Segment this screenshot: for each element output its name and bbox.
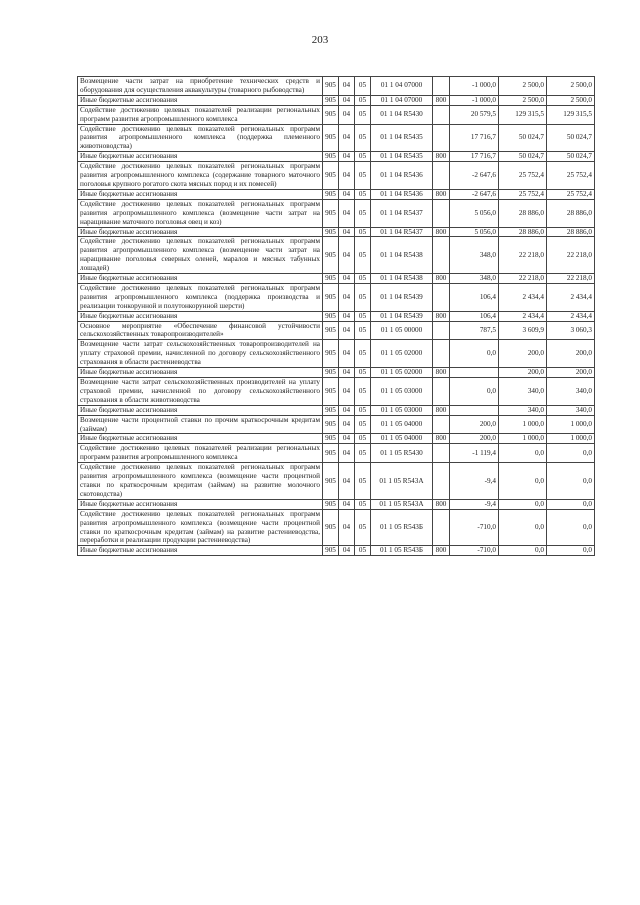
expense-type-code bbox=[433, 415, 450, 434]
row-name: Содействие достижению целевых показателей региональных программ развития агропромышленного комплекса (поддержка племенного животноводства) bbox=[78, 124, 323, 152]
amount-change: -1 000,0 bbox=[450, 77, 499, 96]
section-code: 04 bbox=[339, 237, 355, 274]
expense-type-code: 800 bbox=[433, 546, 450, 556]
expense-type-code bbox=[433, 509, 450, 546]
section-code: 04 bbox=[339, 189, 355, 199]
section-code: 04 bbox=[339, 444, 355, 463]
section-code: 04 bbox=[339, 405, 355, 415]
grbs-code: 905 bbox=[323, 434, 339, 444]
target-article-code: 01 1 04 R5439 bbox=[371, 283, 433, 311]
amount-year-2: 2 434,4 bbox=[547, 283, 595, 311]
section-code: 04 bbox=[339, 378, 355, 406]
amount-year-1: 25 752,4 bbox=[499, 189, 547, 199]
section-code: 04 bbox=[339, 463, 355, 500]
expense-type-code bbox=[433, 124, 450, 152]
grbs-code: 905 bbox=[323, 415, 339, 434]
amount-year-1: 340,0 bbox=[499, 378, 547, 406]
amount-year-2: 2 434,4 bbox=[547, 311, 595, 321]
grbs-code: 905 bbox=[323, 227, 339, 237]
target-article-code: 01 1 05 04000 bbox=[371, 434, 433, 444]
table-row bbox=[78, 105, 595, 124]
target-article-code: 01 1 05 02000 bbox=[371, 340, 433, 368]
row-name: Содействие достижению целевых показателей региональных программ развития агропромышленного комплекса (возмещение части затрат на наращивание поголовья северных оленей, маралов и мясных табунных лошадей) bbox=[78, 237, 323, 274]
table-row bbox=[78, 77, 595, 96]
expense-type-code: 800 bbox=[433, 227, 450, 237]
table-row bbox=[78, 321, 595, 340]
amount-year-2: 0,0 bbox=[547, 463, 595, 500]
expense-type-code: 800 bbox=[433, 152, 450, 162]
amount-year-1: 50 024,7 bbox=[499, 124, 547, 152]
subsection-code: 05 bbox=[355, 405, 371, 415]
section-code: 04 bbox=[339, 162, 355, 190]
section-code: 04 bbox=[339, 509, 355, 546]
table-row bbox=[78, 499, 595, 509]
amount-year-1: 3 609,9 bbox=[499, 321, 547, 340]
expense-type-code bbox=[433, 340, 450, 368]
section-code: 04 bbox=[339, 368, 355, 378]
expense-type-code: 800 bbox=[433, 95, 450, 105]
subsection-code: 05 bbox=[355, 95, 371, 105]
amount-year-2: 0,0 bbox=[547, 444, 595, 463]
subsection-code: 05 bbox=[355, 340, 371, 368]
table-row bbox=[78, 274, 595, 284]
grbs-code: 905 bbox=[323, 105, 339, 124]
grbs-code: 905 bbox=[323, 368, 339, 378]
grbs-code: 905 bbox=[323, 499, 339, 509]
subsection-code: 05 bbox=[355, 368, 371, 378]
amount-year-2: 129 315,5 bbox=[547, 105, 595, 124]
grbs-code: 905 bbox=[323, 509, 339, 546]
target-article-code: 01 1 04 R5439 bbox=[371, 311, 433, 321]
subsection-code: 05 bbox=[355, 499, 371, 509]
expense-type-code: 800 bbox=[433, 274, 450, 284]
amount-change: 5 056,0 bbox=[450, 227, 499, 237]
amount-year-1: 28 886,0 bbox=[499, 227, 547, 237]
row-name: Иные бюджетные ассигнования bbox=[78, 227, 323, 237]
grbs-code: 905 bbox=[323, 199, 339, 227]
amount-year-2: 200,0 bbox=[547, 368, 595, 378]
expense-type-code bbox=[433, 283, 450, 311]
amount-year-1: 2 500,0 bbox=[499, 77, 547, 96]
section-code: 04 bbox=[339, 77, 355, 96]
subsection-code: 05 bbox=[355, 546, 371, 556]
amount-change: 20 579,5 bbox=[450, 105, 499, 124]
subsection-code: 05 bbox=[355, 227, 371, 237]
amount-year-2: 200,0 bbox=[547, 340, 595, 368]
table-row bbox=[78, 162, 595, 190]
amount-year-2: 0,0 bbox=[547, 509, 595, 546]
table-row bbox=[78, 199, 595, 227]
amount-year-1: 25 752,4 bbox=[499, 162, 547, 190]
target-article-code: 01 1 04 07000 bbox=[371, 95, 433, 105]
expense-type-code: 800 bbox=[433, 368, 450, 378]
amount-year-1: 0,0 bbox=[499, 509, 547, 546]
subsection-code: 05 bbox=[355, 509, 371, 546]
amount-change: -2 647,6 bbox=[450, 162, 499, 190]
target-article-code: 01 1 04 R5435 bbox=[371, 152, 433, 162]
table-row bbox=[78, 546, 595, 556]
amount-change: 106,4 bbox=[450, 311, 499, 321]
amount-year-1: 200,0 bbox=[499, 368, 547, 378]
table-row bbox=[78, 368, 595, 378]
row-name: Иные бюджетные ассигнования bbox=[78, 546, 323, 556]
section-code: 04 bbox=[339, 95, 355, 105]
amount-year-1: 0,0 bbox=[499, 444, 547, 463]
amount-year-2: 340,0 bbox=[547, 378, 595, 406]
budget-table bbox=[77, 76, 595, 556]
amount-year-2: 340,0 bbox=[547, 405, 595, 415]
section-code: 04 bbox=[339, 227, 355, 237]
section-code: 04 bbox=[339, 546, 355, 556]
expense-type-code bbox=[433, 378, 450, 406]
section-code: 04 bbox=[339, 415, 355, 434]
target-article-code: 01 1 05 04000 bbox=[371, 415, 433, 434]
amount-change: -1 119,4 bbox=[450, 444, 499, 463]
grbs-code: 905 bbox=[323, 378, 339, 406]
grbs-code: 905 bbox=[323, 546, 339, 556]
target-article-code: 01 1 05 R543А bbox=[371, 463, 433, 500]
grbs-code: 905 bbox=[323, 237, 339, 274]
table-row bbox=[78, 311, 595, 321]
expense-type-code bbox=[433, 199, 450, 227]
subsection-code: 05 bbox=[355, 189, 371, 199]
row-name: Основное мероприятие «Обеспечение финансовой устойчивости сельскохозяйственных товаропроизводителей» bbox=[78, 321, 323, 340]
grbs-code: 905 bbox=[323, 283, 339, 311]
subsection-code: 05 bbox=[355, 274, 371, 284]
row-name: Содействие достижению целевых показателей региональных программ развития агропромышленного комплекса (поддержка производства и реализации тонкорунной и полутонкорунной шерсти) bbox=[78, 283, 323, 311]
amount-year-2: 2 500,0 bbox=[547, 77, 595, 96]
target-article-code: 01 1 05 R543Б bbox=[371, 509, 433, 546]
grbs-code: 905 bbox=[323, 444, 339, 463]
subsection-code: 05 bbox=[355, 283, 371, 311]
table-row bbox=[78, 444, 595, 463]
row-name: Возмещение части процентной ставки по прочим краткосрочным кредитам (займам) bbox=[78, 415, 323, 434]
amount-change: 17 716,7 bbox=[450, 124, 499, 152]
table-row bbox=[78, 378, 595, 406]
grbs-code: 905 bbox=[323, 274, 339, 284]
grbs-code: 905 bbox=[323, 124, 339, 152]
amount-year-2: 28 886,0 bbox=[547, 199, 595, 227]
section-code: 04 bbox=[339, 340, 355, 368]
table-row bbox=[78, 283, 595, 311]
section-code: 04 bbox=[339, 311, 355, 321]
amount-year-2: 50 024,7 bbox=[547, 124, 595, 152]
subsection-code: 05 bbox=[355, 237, 371, 274]
amount-change bbox=[450, 368, 499, 378]
amount-year-1: 22 218,0 bbox=[499, 237, 547, 274]
amount-change: -9,4 bbox=[450, 499, 499, 509]
expense-type-code bbox=[433, 463, 450, 500]
target-article-code: 01 1 05 03000 bbox=[371, 405, 433, 415]
row-name: Иные бюджетные ассигнования bbox=[78, 152, 323, 162]
amount-change: 200,0 bbox=[450, 434, 499, 444]
page-number: 203 bbox=[311, 34, 329, 46]
target-article-code: 01 1 05 02000 bbox=[371, 368, 433, 378]
amount-change: -2 647,6 bbox=[450, 189, 499, 199]
grbs-code: 905 bbox=[323, 340, 339, 368]
amount-year-2: 28 886,0 bbox=[547, 227, 595, 237]
grbs-code: 905 bbox=[323, 321, 339, 340]
target-article-code: 01 1 04 R5430 bbox=[371, 105, 433, 124]
amount-year-2: 22 218,0 bbox=[547, 274, 595, 284]
target-article-code: 01 1 05 R5430 bbox=[371, 444, 433, 463]
amount-year-1: 0,0 bbox=[499, 499, 547, 509]
expense-type-code: 800 bbox=[433, 499, 450, 509]
table-row bbox=[78, 340, 595, 368]
amount-change: 787,5 bbox=[450, 321, 499, 340]
section-code: 04 bbox=[339, 199, 355, 227]
expense-type-code: 800 bbox=[433, 311, 450, 321]
subsection-code: 05 bbox=[355, 77, 371, 96]
table-row bbox=[78, 95, 595, 105]
row-name: Возмещение части затрат сельскохозяйственных производителей на уплату страховой премии, начисленной по договору сельскохозяйственного страхования в области животноводства bbox=[78, 378, 323, 406]
amount-year-2: 25 752,4 bbox=[547, 189, 595, 199]
expense-type-code bbox=[433, 77, 450, 96]
row-name: Содействие достижению целевых показателей региональных программ развития агропромышленного комплекса (содержание товарного маточного поголовья крупного рогатого скота мясных пород и их помесей) bbox=[78, 162, 323, 190]
grbs-code: 905 bbox=[323, 463, 339, 500]
target-article-code: 01 1 04 R5436 bbox=[371, 162, 433, 190]
row-name: Иные бюджетные ассигнования bbox=[78, 95, 323, 105]
table-row bbox=[78, 415, 595, 434]
amount-year-1: 200,0 bbox=[499, 340, 547, 368]
section-code: 04 bbox=[339, 283, 355, 311]
table-row bbox=[78, 124, 595, 152]
amount-year-1: 2 434,4 bbox=[499, 311, 547, 321]
subsection-code: 05 bbox=[355, 463, 371, 500]
amount-change: -710,0 bbox=[450, 509, 499, 546]
amount-change: -1 000,0 bbox=[450, 95, 499, 105]
section-code: 04 bbox=[339, 124, 355, 152]
grbs-code: 905 bbox=[323, 311, 339, 321]
row-name: Возмещение части затрат сельскохозяйственных товаропроизводителей на уплату страховой премии, начисленной по договору сельскохозяйственного страхования в области растениеводства bbox=[78, 340, 323, 368]
expense-type-code: 800 bbox=[433, 405, 450, 415]
row-name: Содействие достижению целевых показателей региональных программ развития агропромышленного комплекса (возмещение части затрат на наращивание маточного поголовья овец и коз) bbox=[78, 199, 323, 227]
target-article-code: 01 1 04 R5436 bbox=[371, 189, 433, 199]
amount-year-1: 0,0 bbox=[499, 463, 547, 500]
row-name: Содействие достижению целевых показателей реализации региональных программ развития агропромышленного комплекса bbox=[78, 444, 323, 463]
expense-type-code bbox=[433, 444, 450, 463]
table-row bbox=[78, 434, 595, 444]
amount-year-2: 1 000,0 bbox=[547, 434, 595, 444]
target-article-code: 01 1 04 R5437 bbox=[371, 227, 433, 237]
table-row bbox=[78, 152, 595, 162]
subsection-code: 05 bbox=[355, 321, 371, 340]
subsection-code: 05 bbox=[355, 124, 371, 152]
target-article-code: 01 1 04 R5435 bbox=[371, 124, 433, 152]
amount-change: 0,0 bbox=[450, 340, 499, 368]
row-name: Иные бюджетные ассигнования bbox=[78, 499, 323, 509]
row-name: Иные бюджетные ассигнования bbox=[78, 405, 323, 415]
subsection-code: 05 bbox=[355, 162, 371, 190]
grbs-code: 905 bbox=[323, 152, 339, 162]
subsection-code: 05 bbox=[355, 105, 371, 124]
target-article-code: 01 1 05 00000 bbox=[371, 321, 433, 340]
grbs-code: 905 bbox=[323, 95, 339, 105]
amount-change: -9,4 bbox=[450, 463, 499, 500]
subsection-code: 05 bbox=[355, 434, 371, 444]
amount-change: 5 056,0 bbox=[450, 199, 499, 227]
target-article-code: 01 1 04 R5438 bbox=[371, 237, 433, 274]
amount-change bbox=[450, 405, 499, 415]
section-code: 04 bbox=[339, 321, 355, 340]
table-row bbox=[78, 189, 595, 199]
amount-year-2: 0,0 bbox=[547, 499, 595, 509]
amount-year-1: 22 218,0 bbox=[499, 274, 547, 284]
amount-change: 0,0 bbox=[450, 378, 499, 406]
amount-year-2: 25 752,4 bbox=[547, 162, 595, 190]
amount-year-2: 2 500,0 bbox=[547, 95, 595, 105]
subsection-code: 05 bbox=[355, 152, 371, 162]
subsection-code: 05 bbox=[355, 199, 371, 227]
section-code: 04 bbox=[339, 152, 355, 162]
expense-type-code bbox=[433, 162, 450, 190]
target-article-code: 01 1 05 R543А bbox=[371, 499, 433, 509]
amount-year-2: 1 000,0 bbox=[547, 415, 595, 434]
subsection-code: 05 bbox=[355, 415, 371, 434]
amount-year-1: 2 500,0 bbox=[499, 95, 547, 105]
expense-type-code bbox=[433, 105, 450, 124]
row-name: Иные бюджетные ассигнования bbox=[78, 274, 323, 284]
row-name: Иные бюджетные ассигнования bbox=[78, 311, 323, 321]
amount-year-2: 0,0 bbox=[547, 546, 595, 556]
amount-change: 200,0 bbox=[450, 415, 499, 434]
amount-change: 106,4 bbox=[450, 283, 499, 311]
target-article-code: 01 1 04 07000 bbox=[371, 77, 433, 96]
table-row bbox=[78, 463, 595, 500]
subsection-code: 05 bbox=[355, 311, 371, 321]
amount-year-1: 28 886,0 bbox=[499, 199, 547, 227]
amount-change: 348,0 bbox=[450, 274, 499, 284]
amount-year-2: 50 024,7 bbox=[547, 152, 595, 162]
amount-change: 17 716,7 bbox=[450, 152, 499, 162]
amount-year-1: 1 000,0 bbox=[499, 434, 547, 444]
row-name: Содействие достижению целевых показателей региональных программ развития агропромышленного комплекса (возмещение части процентной ставки по краткосрочным кредитам (займам) на развитие молочного скотоводства) bbox=[78, 463, 323, 500]
amount-year-1: 2 434,4 bbox=[499, 283, 547, 311]
grbs-code: 905 bbox=[323, 405, 339, 415]
amount-year-1: 1 000,0 bbox=[499, 415, 547, 434]
amount-year-1: 340,0 bbox=[499, 405, 547, 415]
expense-type-code: 800 bbox=[433, 189, 450, 199]
amount-year-1: 129 315,5 bbox=[499, 105, 547, 124]
table-row bbox=[78, 509, 595, 546]
subsection-code: 05 bbox=[355, 378, 371, 406]
target-article-code: 01 1 04 R5438 bbox=[371, 274, 433, 284]
row-name: Содействие достижению целевых показателей реализации региональных программ развития агропромышленного комплекса bbox=[78, 105, 323, 124]
amount-year-2: 22 218,0 bbox=[547, 237, 595, 274]
grbs-code: 905 bbox=[323, 77, 339, 96]
amount-change: -710,0 bbox=[450, 546, 499, 556]
table-row bbox=[78, 405, 595, 415]
section-code: 04 bbox=[339, 499, 355, 509]
grbs-code: 905 bbox=[323, 189, 339, 199]
expense-type-code bbox=[433, 321, 450, 340]
row-name: Иные бюджетные ассигнования bbox=[78, 434, 323, 444]
table-row bbox=[78, 237, 595, 274]
section-code: 04 bbox=[339, 434, 355, 444]
target-article-code: 01 1 05 03000 bbox=[371, 378, 433, 406]
expense-type-code: 800 bbox=[433, 434, 450, 444]
grbs-code: 905 bbox=[323, 162, 339, 190]
target-article-code: 01 1 04 R5437 bbox=[371, 199, 433, 227]
table-row bbox=[78, 227, 595, 237]
row-name: Иные бюджетные ассигнования bbox=[78, 368, 323, 378]
amount-change: 348,0 bbox=[450, 237, 499, 274]
amount-year-2: 3 060,3 bbox=[547, 321, 595, 340]
target-article-code: 01 1 05 R543Б bbox=[371, 546, 433, 556]
subsection-code: 05 bbox=[355, 444, 371, 463]
row-name: Иные бюджетные ассигнования bbox=[78, 189, 323, 199]
row-name: Содействие достижению целевых показателей региональных программ развития агропромышленного комплекса (возмещение части процентной ставки по краткосрочным кредитам (займам) на развитие растениеводства, переработки и реализации продукции растениеводства) bbox=[78, 509, 323, 546]
row-name: Возмещение части затрат на приобретение технических средств и оборудования для осуществления аквакультуры (товарного рыбоводства) bbox=[78, 77, 323, 96]
expense-type-code bbox=[433, 237, 450, 274]
section-code: 04 bbox=[339, 105, 355, 124]
section-code: 04 bbox=[339, 274, 355, 284]
amount-year-1: 0,0 bbox=[499, 546, 547, 556]
amount-year-1: 50 024,7 bbox=[499, 152, 547, 162]
